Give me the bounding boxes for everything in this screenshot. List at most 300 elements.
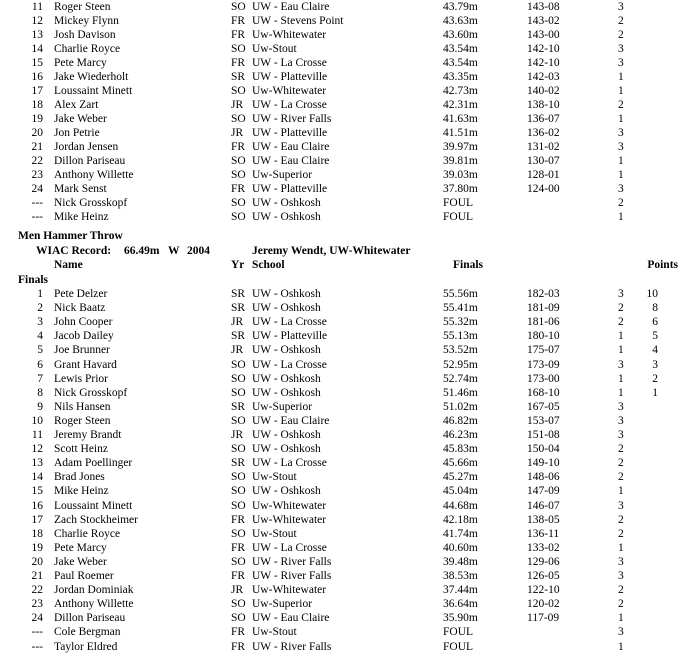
mark-metric: FOUL [443, 640, 474, 653]
mark-imperial: 167-05 [527, 400, 560, 413]
mark-metric: 41.74m [443, 527, 478, 540]
flight-number: 1 [618, 344, 624, 357]
athlete-school: Uw-Superior [252, 598, 313, 611]
mark-imperial: 180-10 [527, 330, 560, 343]
mark-metric: 42.31m [443, 99, 478, 111]
athlete-year: SO [231, 85, 246, 97]
mark-imperial: 117-09 [527, 612, 560, 625]
place-cell: 14 [31, 471, 43, 484]
mark-imperial: 150-04 [527, 443, 560, 456]
athlete-school: UW - La Crosse [252, 541, 327, 554]
event-title-row [0, 229, 683, 243]
athlete-school: UW - Eau Claire [252, 414, 330, 427]
flight-number: 1 [618, 541, 624, 554]
mark-imperial: 151-08 [527, 429, 560, 441]
place-cell: 1 [37, 288, 43, 300]
athlete-school: Uw-Whitewater [252, 584, 327, 597]
mark-imperial: 142-10 [527, 57, 560, 69]
flight-number: 3 [618, 43, 624, 55]
flight-number: 3 [618, 1, 624, 13]
flight-number: 1 [618, 330, 624, 343]
points-cell: 4 [652, 344, 658, 357]
athlete-year: SO [231, 113, 246, 125]
mark-metric: 43.54m [443, 43, 478, 55]
flight-number: 2 [618, 15, 624, 27]
place-cell: 19 [31, 113, 43, 125]
athlete-year: SO [231, 386, 246, 399]
athlete-year: JR [231, 316, 244, 329]
result-row [0, 484, 683, 498]
place-cell: 22 [31, 155, 43, 167]
place-cell: 6 [37, 358, 43, 371]
place-cell: 18 [31, 527, 43, 540]
athlete-name: Alex Zart [54, 99, 99, 111]
mark-metric: 39.97m [443, 141, 478, 153]
result-row [0, 84, 683, 98]
flight-number: 1 [618, 386, 624, 399]
athlete-school: UW - Stevens Point [252, 15, 344, 27]
athlete-name: Nick Baatz [54, 302, 106, 315]
athlete-name: Jordan Jensen [54, 141, 119, 153]
athlete-school: Uw-Whitewater [252, 29, 327, 41]
flight-number: 3 [618, 127, 624, 139]
flight-number: 2 [618, 457, 624, 470]
result-row [0, 196, 683, 210]
result-row [0, 428, 683, 442]
athlete-school: UW - Oshkosh [252, 344, 321, 357]
place-cell: 10 [31, 414, 43, 427]
mark-imperial: 136-02 [527, 127, 560, 139]
col-finals-header: Finals [453, 259, 484, 271]
athlete-school: UW - Eau Claire [252, 141, 330, 153]
athlete-year: FR [231, 640, 246, 653]
record-holder: Jeremy Wendt, UW-Whitewater [252, 245, 411, 257]
place-cell: 19 [31, 541, 43, 554]
result-row [0, 210, 683, 224]
mark-imperial: 147-09 [527, 485, 560, 498]
flight-number: 2 [618, 527, 624, 540]
mark-imperial: 181-06 [527, 316, 560, 329]
athlete-name: Cole Bergman [54, 626, 121, 639]
place-cell: 16 [31, 499, 43, 512]
athlete-name: Nick Grosskopf [54, 197, 128, 209]
place-cell: 20 [31, 555, 43, 568]
athlete-name: Josh Davison [54, 29, 116, 41]
place-cell: --- [31, 626, 43, 639]
place-cell: 13 [31, 29, 43, 41]
flight-number: 2 [618, 302, 624, 315]
result-row [0, 597, 683, 611]
mark-metric: 51.46m [443, 386, 478, 399]
flight-number: 3 [618, 400, 624, 413]
flight-number: 2 [618, 513, 624, 526]
athlete-year: SO [231, 598, 246, 611]
flight-number: 2 [618, 598, 624, 611]
mark-imperial: 124-00 [527, 183, 560, 195]
athlete-year: SR [231, 400, 246, 413]
mark-metric: 37.80m [443, 183, 478, 195]
mark-imperial: 130-07 [527, 155, 560, 167]
athlete-year: SO [231, 43, 246, 55]
athlete-name: Pete Marcy [54, 541, 107, 554]
athlete-school: UW - River Falls [252, 640, 332, 653]
flight-number: 1 [618, 612, 624, 625]
result-row [0, 372, 683, 386]
result-row [0, 541, 683, 555]
athlete-school: UW - Oshkosh [252, 485, 321, 498]
athlete-year: FR [231, 513, 246, 526]
mark-imperial: 126-05 [527, 570, 560, 582]
athlete-school: UW - Eau Claire [252, 1, 330, 13]
mark-imperial: 168-10 [527, 386, 560, 399]
place-cell: 12 [31, 15, 43, 27]
athlete-name: Roger Steen [54, 414, 111, 427]
mark-metric: 55.41m [443, 302, 478, 315]
mark-imperial: 153-07 [527, 414, 560, 427]
athlete-year: JR [231, 584, 244, 597]
points-cell: 2 [652, 372, 658, 385]
mark-metric: 37.44m [443, 584, 478, 597]
mark-metric: 46.82m [443, 414, 478, 427]
athlete-year: SO [231, 443, 246, 456]
flight-number: 2 [618, 443, 624, 456]
athlete-school: UW - Oshkosh [252, 429, 321, 441]
mark-imperial: 136-07 [527, 113, 560, 125]
place-cell: 14 [31, 43, 43, 55]
result-row [0, 14, 683, 28]
result-row [0, 358, 683, 372]
athlete-name: Mike Heinz [54, 485, 109, 498]
result-row [0, 625, 683, 639]
result-row [0, 315, 683, 329]
flight-number: 1 [618, 85, 624, 97]
col-name-header: Name [54, 259, 83, 271]
athlete-name: Nils Hansen [54, 400, 111, 413]
athlete-name: Loussaint Minett [54, 499, 133, 512]
mark-metric: 43.79m [443, 1, 478, 13]
athlete-school: Uw-Stout [252, 471, 297, 484]
athlete-school: UW - River Falls [252, 570, 332, 582]
flight-number: 2 [618, 29, 624, 41]
mark-metric: 51.02m [443, 400, 478, 413]
flight-number: 3 [618, 288, 624, 300]
place-cell: --- [31, 640, 43, 653]
mark-metric: 52.95m [443, 358, 478, 371]
mark-metric: 53.52m [443, 344, 478, 357]
mark-imperial: 146-07 [527, 499, 560, 512]
athlete-year: FR [231, 626, 246, 639]
result-row [0, 56, 683, 70]
result-row [0, 527, 683, 541]
athlete-year: SR [231, 288, 246, 300]
place-cell: --- [31, 197, 43, 209]
mark-metric: FOUL [443, 626, 474, 639]
flight-number: 3 [618, 183, 624, 195]
athlete-name: Adam Poellinger [54, 457, 133, 470]
athlete-name: Scott Heinz [54, 443, 108, 456]
athlete-year: JR [231, 429, 244, 441]
athlete-year: FR [231, 570, 246, 582]
mark-metric: 42.18m [443, 513, 478, 526]
mark-metric: 45.66m [443, 457, 478, 470]
col-school-header: School [252, 259, 285, 271]
flight-number: 3 [618, 358, 624, 371]
points-cell: 3 [652, 358, 658, 371]
athlete-school: Uw-Stout [252, 626, 297, 639]
athlete-year: SO [231, 414, 246, 427]
result-row [0, 154, 683, 168]
athlete-name: Anthony Willette [54, 169, 134, 181]
flight-number: 1 [618, 211, 624, 223]
place-cell: 15 [31, 485, 43, 498]
athlete-school: UW - La Crosse [252, 316, 327, 329]
mark-imperial: 122-10 [527, 584, 560, 597]
athlete-name: Joe Brunner [54, 344, 110, 357]
flight-number: 3 [618, 555, 624, 568]
athlete-school: Uw-Stout [252, 527, 297, 540]
mark-metric: 46.23m [443, 429, 478, 441]
flight-number: 1 [618, 372, 624, 385]
flight-number: 3 [618, 626, 624, 639]
athlete-school: UW - River Falls [252, 113, 332, 125]
place-cell: 11 [31, 429, 43, 441]
mark-imperial: 129-06 [527, 555, 560, 568]
athlete-school: UW - Platteville [252, 71, 328, 83]
mark-metric: 43.54m [443, 57, 478, 69]
result-row [0, 611, 683, 625]
mark-metric: 43.60m [443, 29, 478, 41]
athlete-name: Dillon Pariseau [54, 612, 126, 625]
athlete-year: FR [231, 57, 246, 69]
mark-imperial: 175-07 [527, 344, 560, 357]
athlete-year: SO [231, 485, 246, 498]
athlete-year: SO [231, 358, 246, 371]
mark-imperial: 143-08 [527, 1, 560, 13]
record-year: 2004 [187, 245, 210, 257]
section-label: Finals [18, 274, 49, 286]
mark-metric: 41.63m [443, 113, 478, 125]
mark-metric: 55.13m [443, 330, 478, 343]
flight-number: 1 [618, 640, 624, 653]
athlete-school: UW - La Crosse [252, 457, 327, 470]
athlete-year: SO [231, 471, 246, 484]
athlete-school: UW - Oshkosh [252, 197, 321, 209]
athlete-school: Uw-Whitewater [252, 499, 327, 512]
result-row [0, 42, 683, 56]
athlete-name: Mark Senst [54, 183, 107, 195]
athlete-school: UW - Eau Claire [252, 612, 330, 625]
mark-metric: 40.60m [443, 541, 478, 554]
mark-imperial: 120-02 [527, 598, 560, 611]
mark-metric: 39.03m [443, 169, 478, 181]
athlete-name: Taylor Eldred [54, 640, 118, 653]
mark-metric: 55.56m [443, 288, 478, 300]
athlete-school: UW - La Crosse [252, 99, 327, 111]
mark-metric: FOUL [443, 211, 474, 223]
mark-metric: 43.35m [443, 71, 478, 83]
result-row [0, 400, 683, 414]
athlete-year: FR [231, 29, 246, 41]
athlete-year: JR [231, 127, 244, 139]
col-points-header: Points [647, 259, 678, 271]
points-cell: 8 [652, 302, 658, 315]
athlete-name: Jake Wiederholt [54, 71, 129, 83]
place-cell: 21 [31, 141, 43, 153]
result-row [0, 70, 683, 84]
mark-metric: 39.48m [443, 555, 478, 568]
athlete-year: FR [231, 141, 246, 153]
athlete-name: Pete Marcy [54, 57, 107, 69]
athlete-name: John Cooper [54, 316, 113, 329]
athlete-name: Jordan Dominiak [54, 584, 134, 597]
mark-metric: 35.90m [443, 612, 478, 625]
result-row [0, 386, 683, 400]
athlete-year: SO [231, 527, 246, 540]
mark-metric: 36.64m [443, 598, 478, 611]
athlete-name: Jacob Dailey [54, 330, 114, 343]
place-cell: 22 [31, 584, 43, 597]
result-row [0, 640, 683, 654]
flight-number: 3 [618, 499, 624, 512]
mark-imperial: 148-06 [527, 471, 560, 484]
section-label-row [0, 273, 683, 287]
athlete-name: Grant Havard [54, 358, 117, 371]
athlete-school: UW - Platteville [252, 330, 328, 343]
place-cell: 4 [37, 330, 43, 343]
record-type: W [168, 245, 180, 257]
place-cell: 15 [31, 57, 43, 69]
place-cell: 24 [31, 183, 43, 195]
athlete-year: SO [231, 155, 246, 167]
athlete-name: Dillon Pariseau [54, 155, 126, 167]
mark-imperial: 173-09 [527, 358, 560, 371]
athlete-year: FR [231, 541, 246, 554]
mark-metric: 45.04m [443, 485, 478, 498]
place-cell: 23 [31, 169, 43, 181]
athlete-school: UW - River Falls [252, 555, 332, 568]
flight-number: 2 [618, 99, 624, 111]
athlete-school: UW - Oshkosh [252, 386, 321, 399]
event-title: Men Hammer Throw [18, 230, 123, 242]
place-cell: 21 [31, 570, 43, 582]
athlete-school: Uw-Whitewater [252, 513, 327, 526]
athlete-name: Lewis Prior [54, 372, 108, 385]
result-row [0, 442, 683, 456]
result-row [0, 98, 683, 112]
mark-metric: 44.68m [443, 499, 478, 512]
athlete-name: Loussaint Minett [54, 85, 133, 97]
result-row [0, 140, 683, 154]
athlete-year: SR [231, 457, 246, 470]
result-row [0, 182, 683, 196]
athlete-year: SO [231, 612, 246, 625]
mark-imperial: 142-03 [527, 71, 560, 83]
mark-imperial: 133-02 [527, 541, 560, 554]
athlete-name: Roger Steen [54, 1, 111, 13]
record-label: WIAC Record: [36, 245, 112, 257]
result-row [0, 470, 683, 484]
athlete-school: UW - Platteville [252, 127, 328, 139]
result-row [0, 287, 683, 301]
result-row [0, 0, 683, 14]
athlete-name: Pete Delzer [54, 288, 108, 300]
athlete-name: Zach Stockheimer [54, 513, 138, 526]
place-cell: 12 [31, 443, 43, 456]
athlete-year: SR [231, 330, 246, 343]
mark-metric: 39.81m [443, 155, 478, 167]
record-mark: 66.49m [124, 245, 160, 257]
athlete-name: Mickey Flynn [54, 15, 119, 27]
place-cell: 17 [31, 85, 43, 97]
place-cell: 20 [31, 127, 43, 139]
athlete-school: UW - La Crosse [252, 57, 327, 69]
mark-metric: FOUL [443, 197, 474, 209]
flight-number: 2 [618, 584, 624, 597]
result-row [0, 456, 683, 470]
athlete-name: Brad Jones [54, 471, 105, 484]
flight-number: 3 [618, 57, 624, 69]
athlete-year: JR [231, 99, 244, 111]
athlete-school: Uw-Stout [252, 43, 297, 55]
mark-metric: 45.27m [443, 471, 478, 484]
result-row [0, 126, 683, 140]
athlete-school: UW - Oshkosh [252, 211, 321, 223]
place-cell: 5 [37, 344, 43, 357]
points-cell: 6 [652, 316, 658, 329]
athlete-name: Jake Weber [54, 555, 107, 568]
place-cell: 16 [31, 71, 43, 83]
athlete-school: Uw-Whitewater [252, 85, 327, 97]
athlete-name: Paul Roemer [54, 570, 114, 582]
mark-imperial: 136-11 [527, 527, 560, 540]
flight-number: 3 [618, 570, 624, 582]
place-cell: 7 [37, 372, 43, 385]
mark-imperial: 138-05 [527, 513, 560, 526]
result-row [0, 28, 683, 42]
mark-metric: 52.74m [443, 372, 478, 385]
place-cell: 24 [31, 612, 43, 625]
flight-number: 1 [618, 113, 624, 125]
flight-number: 2 [618, 316, 624, 329]
result-row [0, 301, 683, 315]
mark-imperial: 140-02 [527, 85, 560, 97]
result-row [0, 112, 683, 126]
mark-imperial: 143-02 [527, 15, 560, 27]
place-cell: 11 [31, 1, 43, 13]
place-cell: --- [31, 211, 43, 223]
flight-number: 3 [618, 429, 624, 441]
place-cell: 13 [31, 457, 43, 470]
place-cell: 8 [37, 386, 43, 399]
athlete-name: Jon Petrie [54, 127, 100, 139]
mark-imperial: 182-03 [527, 288, 560, 300]
athlete-year: SR [231, 71, 246, 83]
flight-number: 3 [618, 414, 624, 427]
athlete-school: Uw-Superior [252, 400, 313, 413]
result-row [0, 555, 683, 569]
result-row [0, 583, 683, 597]
athlete-name: Mike Heinz [54, 211, 109, 223]
result-row [0, 569, 683, 583]
athlete-school: UW - Platteville [252, 183, 328, 195]
athlete-school: UW - Eau Claire [252, 155, 330, 167]
mark-imperial: 173-00 [527, 372, 560, 385]
flight-number: 2 [618, 471, 624, 484]
mark-metric: 45.83m [443, 443, 478, 456]
flight-number: 3 [618, 141, 624, 153]
athlete-name: Charlie Royce [54, 527, 121, 540]
athlete-year: SO [231, 555, 246, 568]
